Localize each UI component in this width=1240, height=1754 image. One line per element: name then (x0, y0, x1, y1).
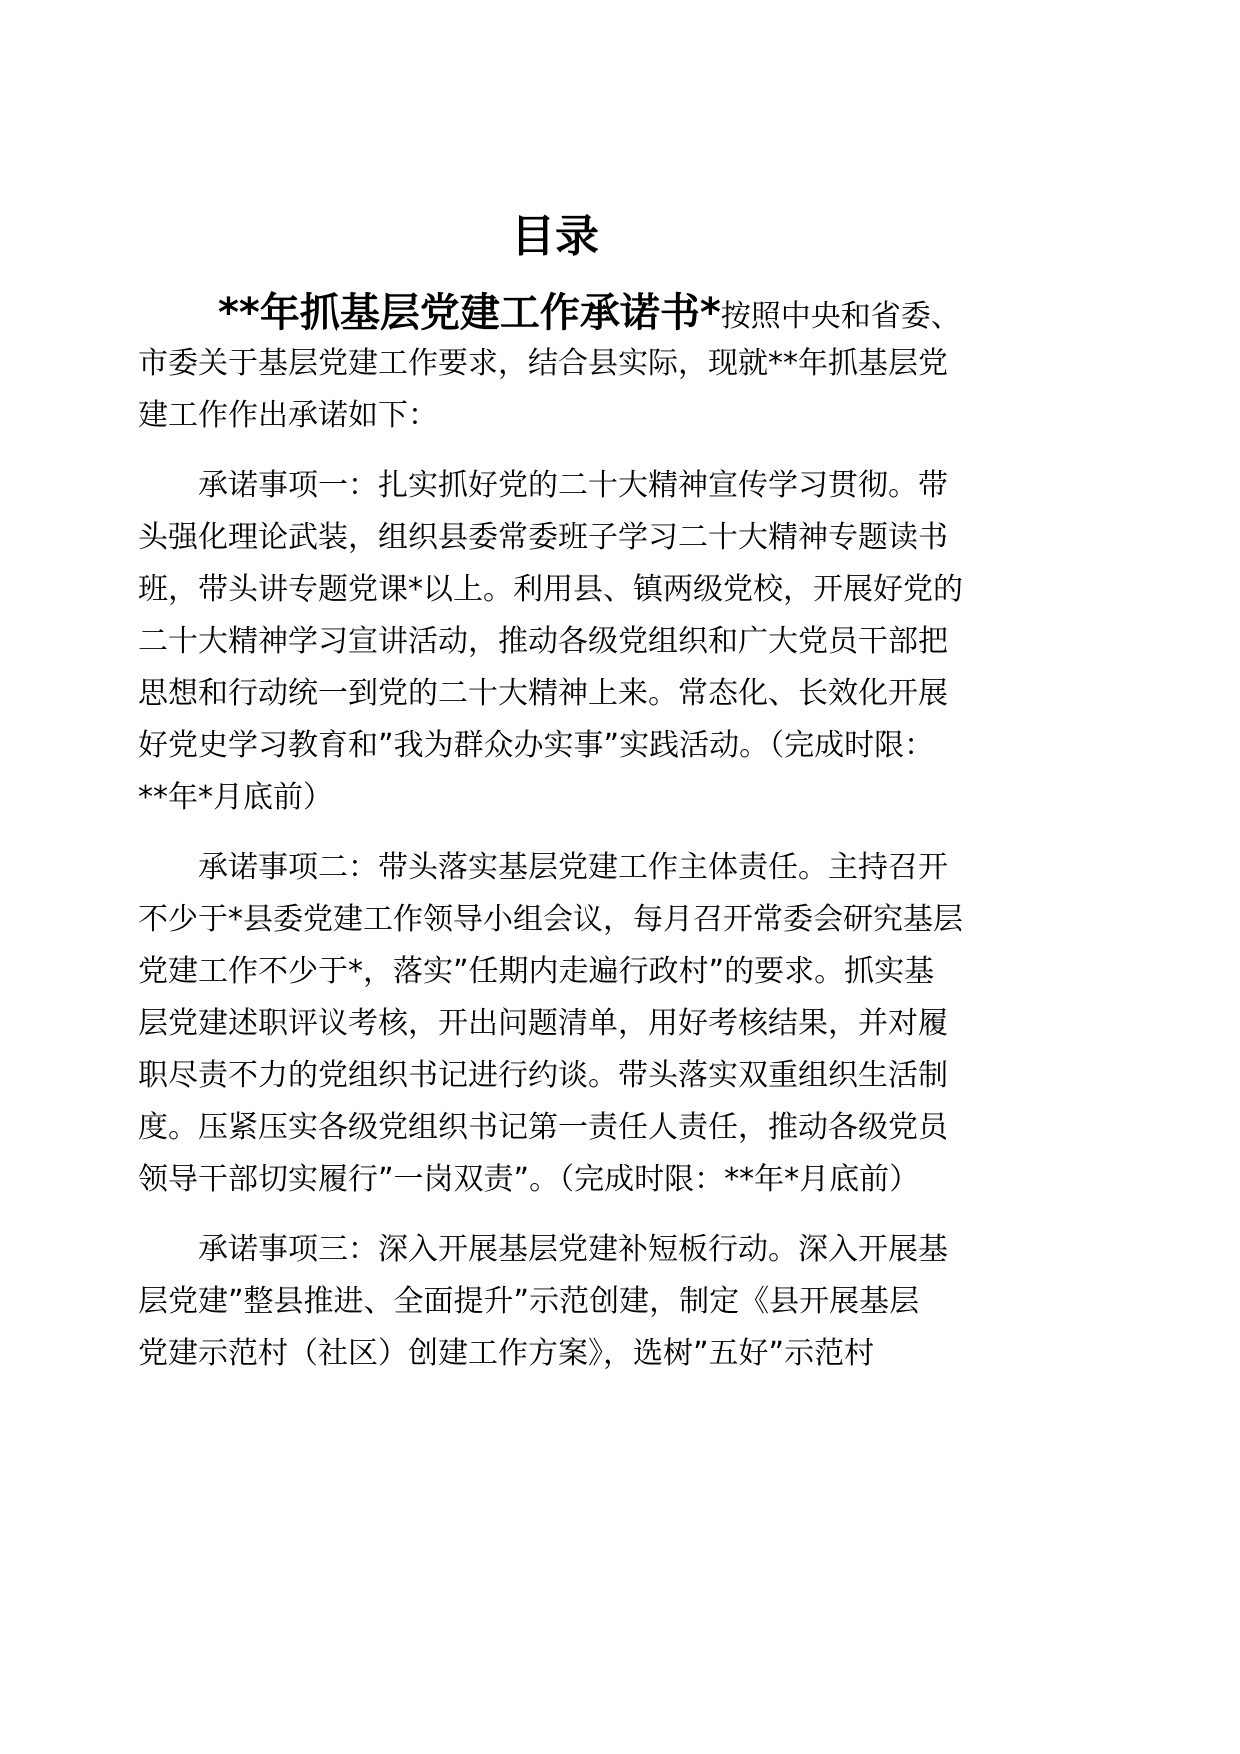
text-line: 领导干部切实履行”一岗双责”。（完成时限：**年*月底前） (138, 1162, 920, 1197)
heading-title: **年抓基层党建工作承诺书* (218, 290, 721, 336)
text-line: 建工作作出承诺如下： (138, 398, 438, 433)
text-line: 市委关于基层党建工作要求，结合县实际，现就**年抓基层党 (138, 346, 948, 381)
text-line: 承诺事项三：深入开展基层党建补短板行动。深入开展基 (198, 1232, 948, 1267)
text-line: 头强化理论武装，组织县委常委班子学习二十大精神专题读书 (138, 520, 948, 555)
text-line: 职尽责不力的党组织书记进行约谈。带头落实双重组织生活制 (138, 1058, 948, 1093)
text-line: 二十大精神学习宣讲活动，推动各级党组织和广大党员干部把 (138, 624, 948, 659)
page-title: 目录 (511, 211, 599, 262)
intro-paragraph (138, 338, 978, 442)
commitment-item-2 (138, 842, 978, 1206)
text-line: 党建工作不少于*，落实”任期内走遍行政村”的要求。抓实基 (138, 954, 935, 989)
text-line: 思想和行动统一到党的二十大精神上来。常态化、长效化开展 (138, 676, 948, 711)
text-line: 度。压紧压实各级党组织书记第一责任人责任，推动各级党员 (138, 1110, 948, 1145)
text-line: 不少于*县委党建工作领导小组会议，每月召开常委会研究基层 (138, 902, 963, 937)
heading-rest: 按照中央和省委、 (720, 299, 961, 334)
text-line: 承诺事项二：带头落实基层党建工作主体责任。主持召开 (198, 850, 948, 885)
text-line: 班，带头讲专题党课*以上。利用县、镇两级党校，开展好党的 (138, 572, 963, 607)
text-line: **年*月底前） (138, 780, 333, 815)
text-line: 党建示范村（社区）创建工作方案》，选树”五好”示范村 (138, 1336, 875, 1371)
text-line: 好党史学习教育和”我为群众办实事”实践活动。（完成时限： (138, 728, 935, 763)
text-line: 层党建”整县推进、全面提升”示范创建，制定《县开展基层 (138, 1284, 920, 1319)
document-heading (138, 288, 978, 338)
commitment-item-3 (138, 1224, 978, 1380)
text-line: 层党建述职评议考核，开出问题清单，用好考核结果，并对履 (138, 1006, 948, 1041)
text-line: 承诺事项一：扎实抓好党的二十大精神宣传学习贯彻。带 (198, 468, 948, 503)
document-body (138, 288, 978, 1380)
commitment-item-1 (138, 460, 978, 824)
